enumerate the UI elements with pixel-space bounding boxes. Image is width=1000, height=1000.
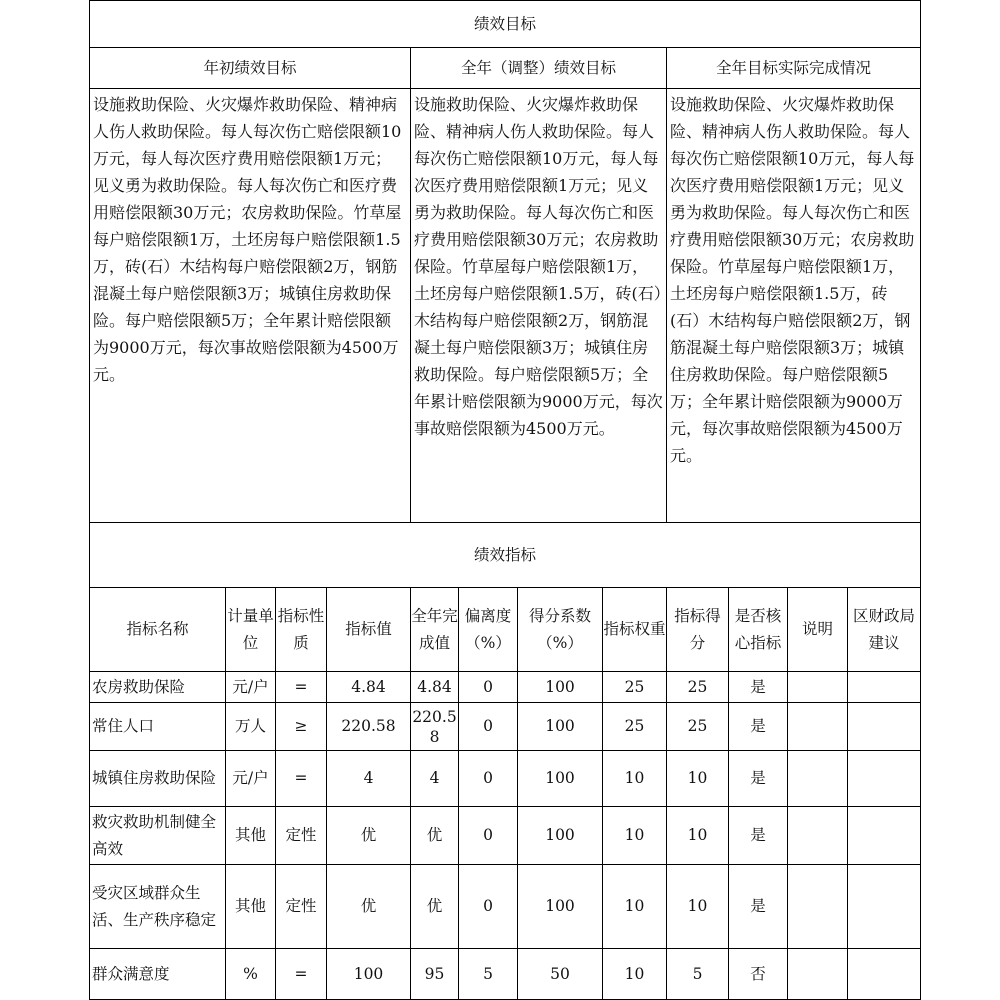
indicator-weight: 10 <box>603 949 667 1000</box>
indicator-nature: = <box>276 672 327 703</box>
indicator-core: 否 <box>729 949 788 1000</box>
indicator-note <box>788 751 848 807</box>
col-header-core: 是否核心指标 <box>729 588 788 672</box>
col-header-score: 指标得分 <box>667 588 729 672</box>
indicator-nature: 定性 <box>276 865 327 949</box>
table-row <box>90 807 921 865</box>
indicator-core: 是 <box>729 672 788 703</box>
header-adjusted-target: 全年（调整）绩效目标 <box>411 48 667 89</box>
indicator-unit: 元/户 <box>226 672 276 703</box>
section-title-indicators: 绩效指标 <box>90 523 921 588</box>
indicator-coefficient: 50 <box>518 949 603 1000</box>
col-header-note: 说明 <box>788 588 848 672</box>
indicator-coefficient: 100 <box>518 807 603 865</box>
indicator-deviation: 0 <box>459 672 518 703</box>
indicator-score: 10 <box>667 807 729 865</box>
indicator-deviation: 0 <box>459 807 518 865</box>
col-header-completed: 全年完成值 <box>411 588 459 672</box>
indicator-completed: 4 <box>411 751 459 807</box>
indicator-score: 5 <box>667 949 729 1000</box>
indicator-completed: 95 <box>411 949 459 1000</box>
indicator-unit: 万人 <box>226 703 276 751</box>
indicator-coefficient: 100 <box>518 865 603 949</box>
indicator-weight: 10 <box>603 807 667 865</box>
indicator-unit: % <box>226 949 276 1000</box>
indicator-weight: 25 <box>603 672 667 703</box>
indicator-unit: 其他 <box>226 865 276 949</box>
indicator-name: 群众满意度 <box>90 949 226 1000</box>
indicator-suggestion <box>848 703 921 751</box>
indicator-note <box>788 865 848 949</box>
col-header-suggestion: 区财政局建议 <box>848 588 921 672</box>
indicator-coefficient: 100 <box>518 703 603 751</box>
table-row <box>90 865 921 949</box>
indicator-completed: 4.84 <box>411 672 459 703</box>
indicator-score: 10 <box>667 865 729 949</box>
indicator-coefficient: 100 <box>518 672 603 703</box>
indicator-core: 是 <box>729 703 788 751</box>
indicator-name: 受灾区域群众生活、生产秩序稳定 <box>90 865 226 949</box>
indicator-nature: 定性 <box>276 807 327 865</box>
indicator-suggestion <box>848 751 921 807</box>
actual-completion-text: 设施救助保险、火灾爆炸救助保险、精神病人伤人救助保险。每人每次伤亡赔偿限额10万元，每人每次医疗费用赔偿限额1万元；见义勇为救助保险。每人每次伤亡和医疗费用赔偿限额30万元；农房救助保险。竹草屋每户赔偿限额1万，土坯房每户赔偿限额1.5万，砖(石）木结构每户赔偿限额2万，钢筋混凝土每户赔偿限额3万；城镇住房救助保险。每户赔偿限额5万；全年累计赔偿限额为9000万元，每次事故赔偿限额为4500万元。 <box>667 89 921 523</box>
indicator-note <box>788 949 848 1000</box>
indicator-name: 农房救助保险 <box>90 672 226 703</box>
indicator-unit: 元/户 <box>226 751 276 807</box>
table-row <box>90 949 921 1000</box>
initial-target-text: 设施救助保险、火灾爆炸救助保险、精神病人伤人救助保险。每人每次伤亡赔偿限额10万元，每人每次医疗费用赔偿限额1万元；见义勇为救助保险。每人每次伤亡和医疗费用赔偿限额30万元；农房救助保险。竹草屋每户赔偿限额1万，土坯房每户赔偿限额1.5万，砖(石）木结构每户赔偿限额2万，钢筋混凝土每户赔偿限额3万；城镇住房救助保险。每户赔偿限额5万；全年累计赔偿限额为9000万元，每次事故赔偿限额为4500万元。 <box>90 89 411 523</box>
adjusted-target-text: 设施救助保险、火灾爆炸救助保险、精神病人伤人救助保险。每人每次伤亡赔偿限额10万元，每人每次医疗费用赔偿限额1万元；见义勇为救助保险。每人每次伤亡和医疗费用赔偿限额30万元；农房救助保险。竹草屋每户赔偿限额1万，土坯房每户赔偿限额1.5万，砖(石）木结构每户赔偿限额2万，钢筋混凝土每户赔偿限额3万；城镇住房救助保险。每户赔偿限额5万；全年累计赔偿限额为9000万元，每次事故赔偿限额为4500万元。 <box>411 89 667 523</box>
col-header-value: 指标值 <box>327 588 411 672</box>
section-title-goals: 绩效目标 <box>90 1 921 48</box>
indicator-core: 是 <box>729 865 788 949</box>
indicator-value: 100 <box>327 949 411 1000</box>
indicator-name: 救灾救助机制健全高效 <box>90 807 226 865</box>
indicator-weight: 10 <box>603 865 667 949</box>
indicator-suggestion <box>848 672 921 703</box>
indicator-deviation: 0 <box>459 703 518 751</box>
indicator-weight: 25 <box>603 703 667 751</box>
table-row <box>90 751 921 807</box>
indicator-score: 25 <box>667 703 729 751</box>
col-header-deviation: 偏离度（%） <box>459 588 518 672</box>
indicator-value: 4.84 <box>327 672 411 703</box>
indicator-deviation: 5 <box>459 949 518 1000</box>
col-header-nature: 指标性质 <box>276 588 327 672</box>
indicator-completed: 优 <box>411 865 459 949</box>
indicator-note <box>788 672 848 703</box>
indicator-completed: 优 <box>411 807 459 865</box>
indicator-name: 城镇住房救助保险 <box>90 751 226 807</box>
indicator-value: 220.58 <box>327 703 411 751</box>
indicator-unit: 其他 <box>226 807 276 865</box>
indicator-score: 10 <box>667 751 729 807</box>
header-initial-target: 年初绩效目标 <box>90 48 411 89</box>
table-row <box>90 672 921 703</box>
indicator-value: 优 <box>327 807 411 865</box>
indicator-score: 25 <box>667 672 729 703</box>
indicator-nature: = <box>276 751 327 807</box>
indicator-nature: ≥ <box>276 703 327 751</box>
indicator-value: 4 <box>327 751 411 807</box>
col-header-name: 指标名称 <box>90 588 226 672</box>
indicator-name: 常住人口 <box>90 703 226 751</box>
col-header-weight: 指标权重 <box>603 588 667 672</box>
indicator-weight: 10 <box>603 751 667 807</box>
indicator-completed: 220.58 <box>411 703 459 751</box>
indicator-suggestion <box>848 807 921 865</box>
indicator-nature: = <box>276 949 327 1000</box>
indicator-note <box>788 703 848 751</box>
header-actual-completion: 全年目标实际完成情况 <box>667 48 921 89</box>
table-row <box>90 703 921 751</box>
performance-table <box>89 0 921 1000</box>
indicator-coefficient: 100 <box>518 751 603 807</box>
col-header-unit: 计量单位 <box>226 588 276 672</box>
indicator-value: 优 <box>327 865 411 949</box>
indicator-note <box>788 807 848 865</box>
col-header-coefficient: 得分系数（%） <box>518 588 603 672</box>
indicator-deviation: 0 <box>459 865 518 949</box>
indicator-core: 是 <box>729 751 788 807</box>
indicator-core: 是 <box>729 807 788 865</box>
indicator-suggestion <box>848 949 921 1000</box>
indicator-suggestion <box>848 865 921 949</box>
indicator-deviation: 0 <box>459 751 518 807</box>
